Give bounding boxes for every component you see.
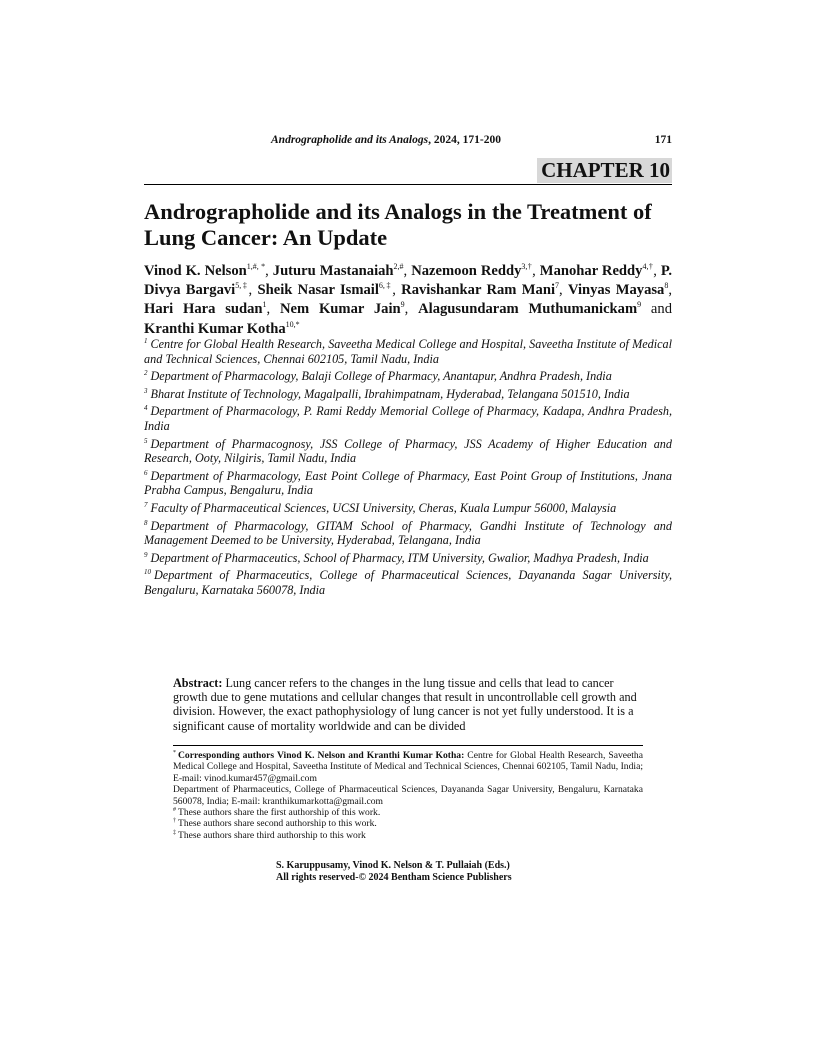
author-separator: and — [641, 301, 676, 318]
corresponding-footnote: * Corresponding authors Vinod K. Nelson and Kranthi Kumar Kotha: Centre for Global Health Research, Saveetha Medical College and Hospital, Saveetha Institute of Medical and Technical Sciences, Chennai 602105, Tamil Nadu, India; E-mail: vinod.kumar457@gmail.com — [173, 750, 643, 784]
affiliation — [144, 501, 672, 516]
author-affiliation-mark: 9 — [637, 300, 642, 310]
affiliation-text: Department of Pharmacology, Balaji College of Pharmacy, Anantapur, Andhra Pradesh, India — [150, 369, 612, 384]
author-affiliation-mark: 5,‡ — [235, 281, 249, 291]
affiliation-number: 10 — [144, 568, 151, 577]
author-affiliation-mark: 9 — [400, 300, 405, 310]
author-affiliation-mark: 6,‡ — [378, 281, 393, 291]
author-name: P. Divya Bargavi — [144, 263, 673, 299]
author-separator: , — [653, 263, 661, 279]
author-affiliation-mark: 3,† — [521, 262, 533, 271]
affiliation-number: 4 — [144, 404, 148, 413]
abstract-label: Abstract: — [173, 676, 223, 690]
author-name: Sheik Nasar Ismail — [257, 282, 379, 299]
author-name: Nazemoon Reddy — [411, 263, 522, 279]
abstract-text: Lung cancer refers to the changes in the lung tissue and cells that lead to cancer growth due to gene mutations and cellular changes that result in uncontrollable cell growth and division. However, the exact pathophysiology of lung cancer is not yet fully understood. It is a significant cause of mortality worldwide and can be divided — [173, 676, 637, 733]
author-affiliation-mark: 1,#, * — [246, 262, 266, 271]
author-separator: , — [248, 282, 258, 299]
author-affiliation-mark: 1 — [262, 300, 267, 310]
page-number: 171 — [654, 134, 672, 146]
author-separator: , — [266, 301, 280, 318]
author-affiliation-mark: 7 — [555, 281, 560, 291]
affiliation-number: 9 — [144, 550, 148, 559]
affiliation-number: 5 — [144, 436, 148, 445]
authorship-note — [173, 818, 643, 829]
affiliation-number: 1 — [144, 337, 148, 345]
affiliation — [144, 404, 672, 433]
affiliation-number: 7 — [144, 500, 148, 509]
author-separator: , — [392, 282, 402, 299]
affiliation-text: Department of Pharmaceutics, College of Pharmaceutical Sciences, Dayananda Sagar University, Bengaluru, Karnataka 560078, India — [144, 568, 672, 597]
footnotes — [173, 745, 643, 841]
affiliation — [144, 469, 672, 498]
affiliation-text: Department of Pharmaceutics, School of Pharmacy, ITM University, Gwalior, Madhya Pradesh, India — [150, 550, 649, 565]
authorship-note — [173, 830, 643, 841]
author-name: Nem Kumar Jain — [279, 301, 401, 318]
affiliation-text: Department of Pharmacology, GITAM School of Pharmacy, Gandhi Institute of Technology and Management Deemed to be University, Hyderabad, Telangana, India — [144, 518, 672, 548]
author-affiliation-mark: 2,# — [393, 262, 404, 271]
author-name: Ravishankar Ram Mani — [401, 282, 556, 299]
author-name: Manohar Reddy — [539, 263, 643, 279]
publisher-block — [173, 860, 643, 885]
note-mark: ‡ — [173, 829, 176, 836]
corresponding-label: Corresponding authors Vinod K. Nelson and Kranthi Kumar Kotha: — [178, 750, 465, 761]
affiliation — [144, 437, 672, 466]
author-separator: , — [403, 263, 412, 279]
affiliation — [144, 551, 672, 566]
author-affiliation-mark: 4,† — [642, 262, 654, 271]
affiliation-number: 2 — [144, 369, 148, 378]
author-name: Vinod K. Nelson — [144, 263, 247, 279]
note-mark: # — [173, 807, 176, 814]
author-affiliation-mark: 10,* — [285, 319, 300, 329]
authorship-note — [173, 807, 643, 818]
chapter-title: Andrographolide and its Analogs in the Treatment of Lung Cancer: An Update — [144, 199, 652, 250]
affiliation-number: 8 — [144, 518, 148, 527]
running-head-title: Andrographolide and its Analogs, 2024, 171-200 — [271, 134, 501, 146]
author-separator: , — [559, 282, 568, 299]
author-separator: , — [265, 263, 273, 279]
affiliation-text: Bharat Institute of Technology, Magalpalli, Ibrahimpatnam, Hyderabad, Telangana 501510, India — [150, 386, 630, 401]
affiliation-number: 3 — [144, 386, 148, 395]
footnote-notes — [173, 807, 643, 841]
affiliation-text: Department of Pharmacology, P. Rami Reddy Memorial College of Pharmacy, Kadapa, Andhra Pradesh, India — [144, 404, 672, 433]
affiliation-text: Department of Pharmacognosy, JSS College of Pharmacy, JSS Academy of Higher Education and Research, Ooty, Nilgiris, Tamil Nadu, India — [144, 436, 672, 466]
note-text: These authors share third authorship to this work — [178, 829, 366, 841]
author-name: Alagusundaram Muthumanickam — [418, 301, 638, 318]
author-name: Hari Hara sudan — [144, 301, 263, 318]
note-text: These authors share the first authorship of this work. — [178, 807, 381, 819]
note-text: These authors share second authorship to this work. — [178, 818, 377, 830]
affiliation — [144, 337, 672, 366]
author-affiliation-mark: 8 — [664, 281, 669, 291]
affiliation-text: Centre for Global Health Research, Saveetha Medical College and Hospital, Saveetha Institute of Medical and Technical Sciences, Chennai 602105, Tamil Nadu, India — [144, 337, 672, 366]
copyright: All rights reserved-© 2024 Bentham Science Publishers — [276, 872, 512, 884]
editors: S. Karuppusamy, Vinod K. Nelson & T. Pullaiah (Eds.) — [276, 860, 510, 871]
note-mark: † — [173, 818, 176, 825]
author-separator: , — [532, 263, 540, 279]
affiliation-number: 6 — [144, 468, 148, 477]
affiliation — [144, 369, 672, 384]
author-separator: , — [668, 282, 676, 299]
affiliation-list — [144, 337, 672, 601]
affiliation — [144, 387, 672, 402]
affiliation-text: Faculty of Pharmaceutical Sciences, UCSI University, Cheras, Kuala Lumpur 56000, Malaysia — [150, 500, 617, 515]
author-name: Vinyas Mayasa — [567, 282, 665, 299]
author-separator: , — [404, 301, 419, 318]
affiliation-text: Department of Pharmacology, East Point College of Pharmacy, East Point Group of Institutions, Jnana Prabha Campus, Bengaluru, India — [144, 468, 672, 498]
author-name: Kranthi Kumar Kotha — [144, 320, 286, 337]
author-list — [144, 262, 676, 339]
affiliation — [144, 519, 672, 548]
affiliation — [144, 568, 672, 597]
chapter-header — [144, 158, 672, 185]
chapter-label: CHAPTER 10 — [537, 158, 672, 183]
abstract — [173, 676, 643, 733]
corresponding-address-2: Department of Pharmaceutics, College of Pharmaceutical Sciences, Dayananda Sagar University, Bengaluru, Karnataka 560078, India; E-mail: kranthikumarkotta@gmail.com — [173, 784, 643, 807]
author-name: Juturu Mastanaiah — [272, 263, 394, 279]
